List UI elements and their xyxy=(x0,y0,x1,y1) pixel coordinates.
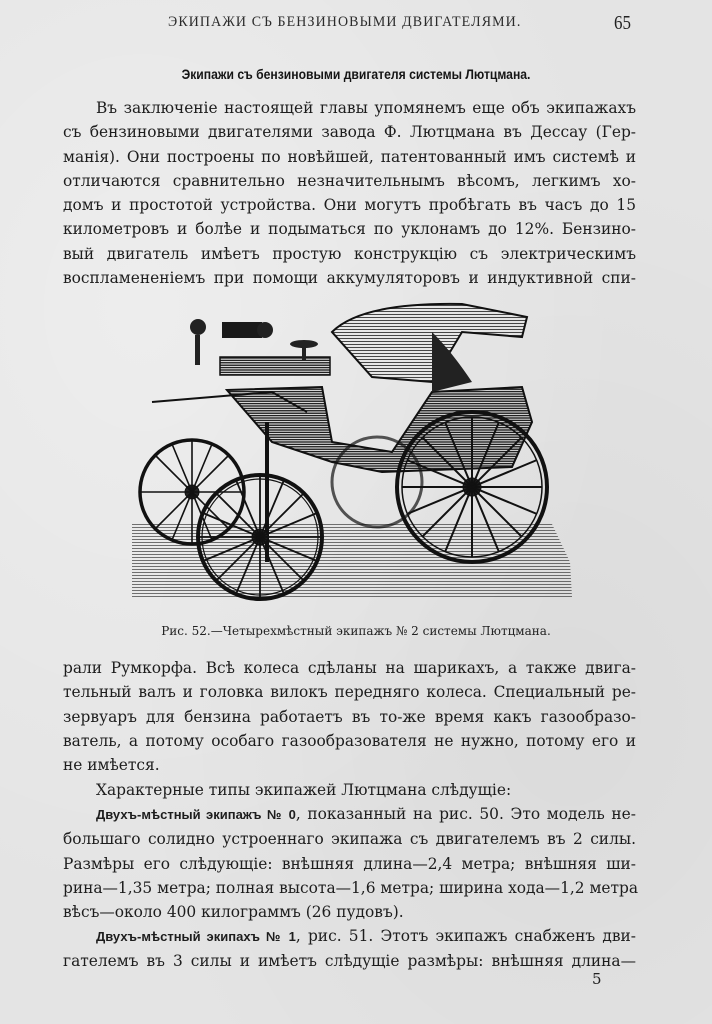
text-line: воспламененіемъ при помощи аккумуляторовъ и индуктивной спи- xyxy=(63,269,636,288)
paragraph-model-1 xyxy=(63,924,636,974)
paragraph-intro xyxy=(63,96,636,290)
paragraph-ignition xyxy=(63,656,636,777)
text-line xyxy=(63,802,636,827)
text-line: Характерные типы экипажей Лютцмана слѣдущіе: xyxy=(96,781,512,799)
text-line: отличаются сравнительно незначительнымъ вѣсомъ, легкимъ хо- xyxy=(63,171,636,190)
text-line: Въ заключеніе настоящей главы упомянемъ еще объ экипажахъ xyxy=(96,99,636,117)
text-line: ватель, а потому особаго газообразователя не нужно, потому его и xyxy=(63,731,636,750)
text-line: съ бензиновыми двигателями завода Ф. Лютцмана въ Дессау (Гер- xyxy=(63,123,636,142)
text-run: , рис. 51. Этотъ экипажъ снабженъ дви- xyxy=(295,927,636,945)
model-0-heading: Двухъ-мѣстный экипажъ № 0 xyxy=(96,807,296,822)
text-line: не имѣется. xyxy=(63,756,160,775)
section-title: Экипажи съ бензиновыми двигателя системы Лютцмана. xyxy=(181,67,531,82)
text-line: рина—1,35 метра; полная высота—1,6 метра; ширина хода—1,2 метра xyxy=(63,878,639,897)
paragraph-model-0 xyxy=(63,802,639,924)
paragraph-types-intro xyxy=(63,778,636,802)
text-run: , показанный на рис. 50. Это модель не- xyxy=(295,805,636,823)
page-number: 65 xyxy=(614,12,631,34)
text-line: зервуаръ для бензина работаетъ въ то-же время какъ газообразо- xyxy=(63,707,636,726)
signature-mark: 5 xyxy=(592,970,602,988)
text-line: гателемъ въ 3 силы и имѣетъ слѣдущіе размѣры: внѣшняя длина— xyxy=(63,952,636,971)
running-head: ЭКИПАЖИ СЪ БЕНЗИНОВЫМИ ДВИГАТЕЛЯМИ. xyxy=(168,14,522,30)
text-line: вый двигатель имѣетъ простую конструкцію съ электрическимъ xyxy=(63,244,636,263)
text-line: Размѣры его слѣдующіе: внѣшняя длина—2,4 метра; внѣшняя ши- xyxy=(63,854,636,873)
text-line: рали Румкорфа. Всѣ колеса сдѣланы на шарикахъ, а также двига- xyxy=(63,659,636,677)
text-line: домъ и простотой устройства. Они могутъ пробѣгать въ часъ до 15 xyxy=(63,196,636,215)
text-line: манія). Они построены по новѣйшей, патентованный имъ системѣ и xyxy=(63,147,636,166)
text-line: тельный валъ и головка вилокъ передняго колеса. Специальный ре- xyxy=(63,683,636,702)
text-line: километровъ и болѣе и подыматься по уклонамъ до 12%. Бензино- xyxy=(63,220,636,239)
figure-caption: Рис. 52.—Четырехмѣстный экипажъ № 2 системы Лютцмана. xyxy=(161,624,551,638)
text-line xyxy=(63,924,636,949)
model-1-heading: Двухъ-мѣстный экипахъ № 1 xyxy=(96,929,296,944)
text-line: вѣсъ—около 400 килограммъ (26 пудовъ). xyxy=(63,903,404,922)
text-line: большаго солидно устроеннаго экипажа съ двигателемъ въ 2 силы. xyxy=(63,830,636,849)
motor-carriage-engraving xyxy=(132,292,582,610)
figure-carriage-illustration xyxy=(132,292,582,610)
